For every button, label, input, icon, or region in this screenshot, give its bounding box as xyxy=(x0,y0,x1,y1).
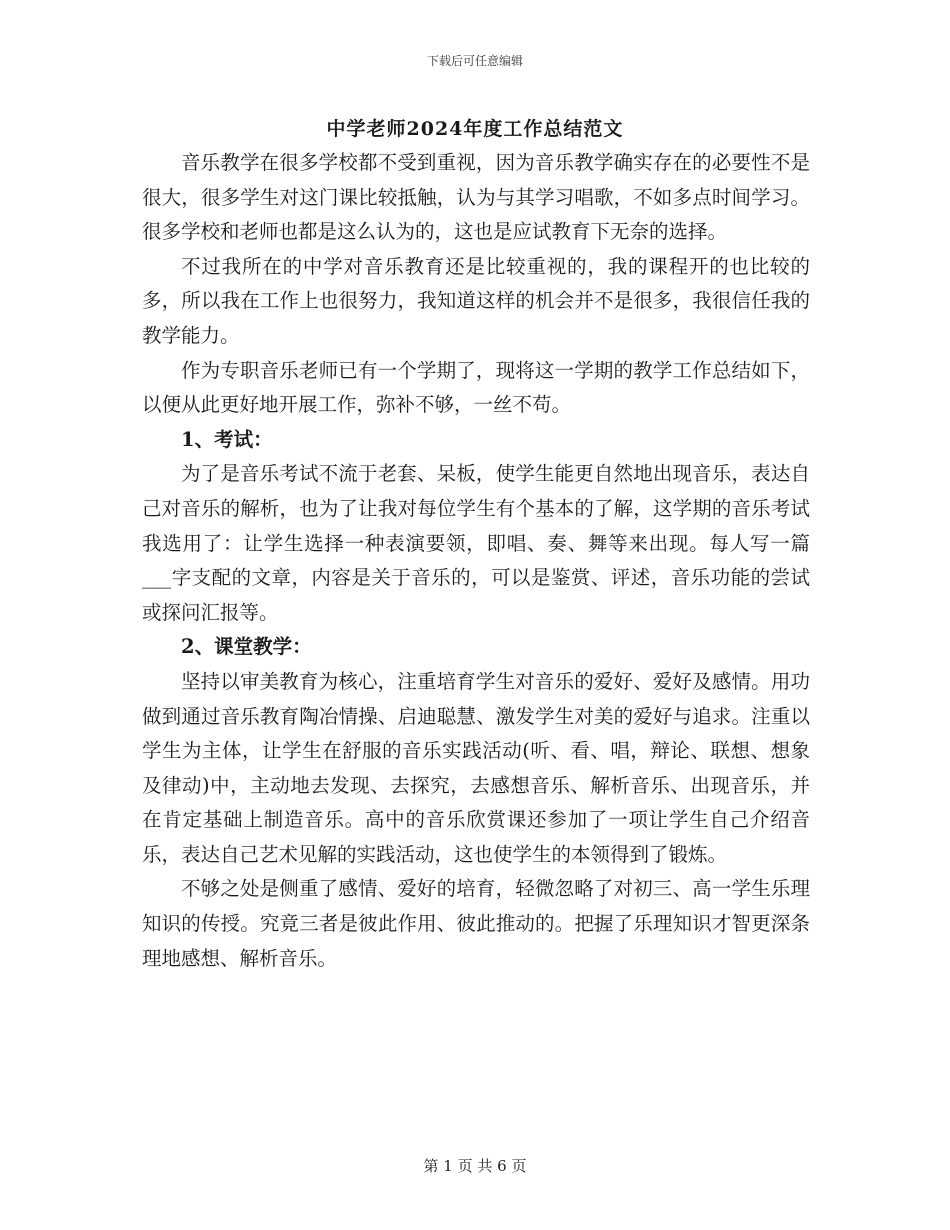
section-heading-classroom: 2、课堂教学： xyxy=(181,635,312,659)
paragraph-shortcomings: 不够之处是侧重了感情、爱好的培育，轻微忽略了对初三、高一学生乐理知识的传授。究竟三者是彼此作用、彼此推动的。把握了乐理知识才智更深条理地感想、解析音乐。 xyxy=(142,877,810,970)
document-body xyxy=(142,146,810,976)
paragraph-intro-1: 音乐教学在很多学校都不受到重视，因为音乐教学确实存在的必要性不是很大，很多学生对这门课比较抵触，认为与其学习唱歌，不如多点时间学习。很多学校和老师也都是这么认为的，这也是应试教育下无奈的选择。 xyxy=(142,151,810,244)
page-number: 第 1 页 共 6 页 xyxy=(423,1157,527,1175)
paragraph-intro-3: 作为专职音乐老师已有一个学期了，现将这一学期的教学工作总结如下，以便从此更好地开展工作，弥补不够，一丝不苟。 xyxy=(142,358,810,417)
document-title: 中学老师2024年度工作总结范文 xyxy=(326,118,624,140)
paragraph-classroom: 坚持以审美教育为核心，注重培育学生对音乐的爱好、爱好及感情。用功做到通过音乐教育陶冶情操、启迪聪慧、激发学生对美的爱好与追求。注重以学生为主体，让学生在舒服的音乐实践活动(听、看、唱，辩论、联想、想象及律动)中，主动地去发现、去探究，去感想音乐、解析音乐、出现音乐，并在肯定基础上制造音乐。高中的音乐欣赏课还参加了一项让学生自己介绍音乐，表达自己艺术见解的实践活动，这也使学生的本领得到了锻炼。 xyxy=(142,669,810,866)
page-header-note: 下载后可任意编辑 xyxy=(426,54,523,68)
section-heading-exam: 1、考试： xyxy=(181,427,273,451)
paragraph-exam: 为了是音乐考试不流于老套、呆板，使学生能更自然地出现音乐，表达自己对音乐的解析，也为了让我对每位学生有个基本的了解，这学期的音乐考试我选用了：让学生选择一种表演要领，即唱、奏、舞等来出现。每人写一篇___字支配的文章，内容是关于音乐的，可以是鉴赏、评述，音乐功能的尝试或探问汇报等。 xyxy=(142,462,810,624)
paragraph-intro-2: 不过我所在的中学对音乐教育还是比较重视的，我的课程开的也比较的多，所以我在工作上也很努力，我知道这样的机会并不是很多，我很信任我的教学能力。 xyxy=(142,254,810,347)
